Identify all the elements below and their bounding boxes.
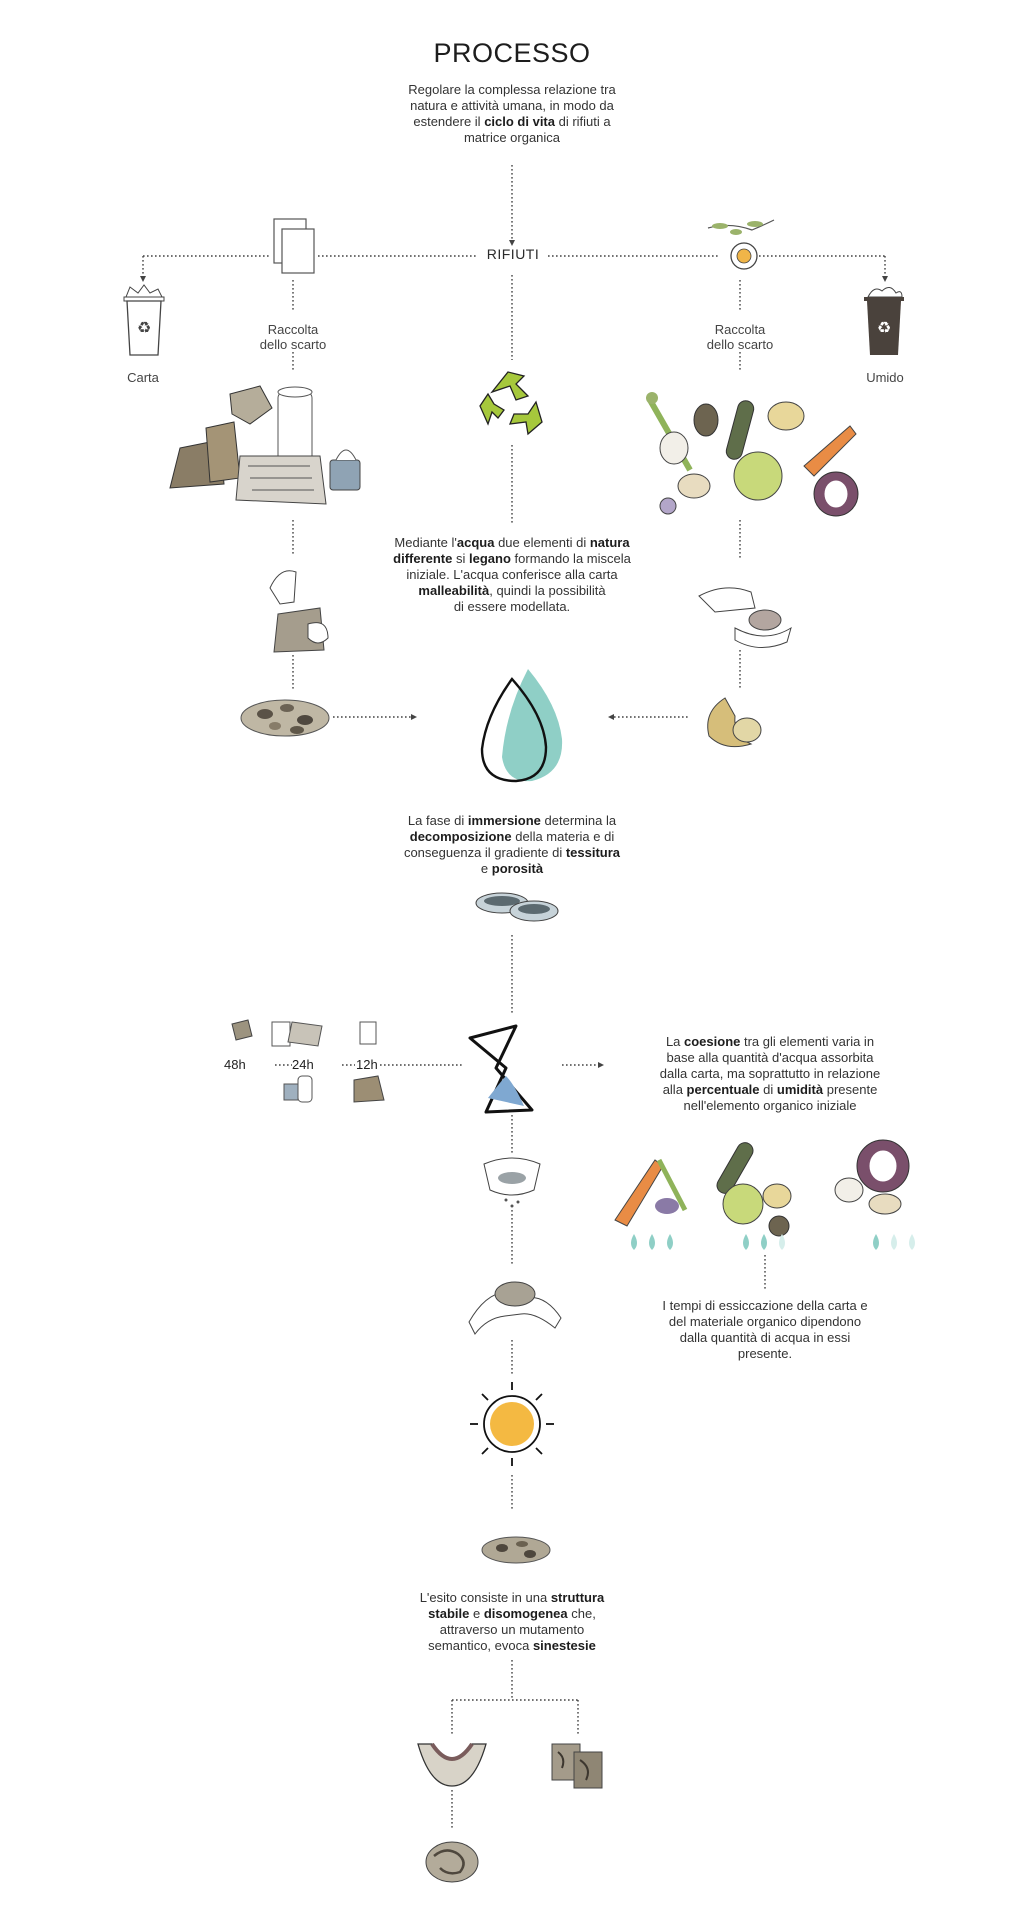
hourglass-icon [462, 1020, 562, 1116]
dried-material-illustration [478, 1532, 554, 1568]
page-title: PROCESSO [433, 38, 591, 68]
peel-illustration [695, 692, 767, 754]
immersion-bowls-illustration [472, 885, 562, 929]
round-textured-object [420, 1832, 484, 1888]
shaping-hands-illustration [465, 1268, 565, 1340]
result-description-text: L'esito consiste in una struttura stabile e disomogenea che, attraverso un mutamento semantico, evoca sinestesie [419, 1590, 605, 1653]
sun-icon [470, 1378, 554, 1474]
paper-document-icon [272, 217, 318, 277]
curved-tile-object [414, 1738, 490, 1790]
left-collection-label: Raccolta dello scarto [243, 322, 343, 352]
kneading-hands-illustration [478, 1150, 546, 1212]
water-description-text: Mediante l'acqua due elementi di natura differente si legano formando la miscela iniziale. L'acqua conferisce alla carta malleabilità, quindi la possibilità di essere modellata. [393, 535, 631, 614]
hands-tearing-paper-illustration [258, 558, 338, 654]
hours-48: 48h [224, 1057, 246, 1072]
intro-text: Regolare la complessa relazione tra natura e attività umana, in modo da estendere il ciclo di vita di rifiuti a matrice organica [408, 82, 616, 145]
hours-24: 24h [292, 1057, 314, 1072]
water-drop-icon [462, 665, 570, 789]
organic-waste-illustration [640, 390, 890, 530]
immersion-description-text: La fase di immersione determina la decomposizione della materia e di conseguenza il gradiente di tessitura e porosità [403, 813, 621, 876]
hands-peeling-illustration [695, 572, 795, 652]
cohesion-description-text: La coesione tra gli elementi varia in base alla quantità d'acqua assorbita dalla carta, ma soprattutto in relazione alla percentuale di umidità presente nell'elemento organico iniziale [659, 1034, 881, 1113]
fruit-branch-icon [700, 218, 780, 278]
paper-pieces-illustration [235, 690, 335, 744]
organic-bin-icon [860, 283, 908, 363]
paper-bin-icon [120, 283, 168, 363]
drying-paper-samples [228, 1018, 398, 1118]
hours-12: 12h [356, 1057, 378, 1072]
textured-tiles-object [548, 1738, 608, 1792]
recycle-icon [470, 362, 554, 442]
paper-waste-illustration [160, 378, 430, 528]
right-collection-label: Raccolta dello scarto [690, 322, 790, 352]
humidity-drops [628, 1232, 928, 1254]
rifiuti-label: RIFIUTI [478, 246, 548, 262]
svg-text:♻: ♻ [136, 318, 152, 337]
drying-description-text: I tempi di essiccazione della carta e del materiale organico dipendono dalla quantità di acqua in essi presente. [662, 1298, 868, 1361]
organic-bin-label: Umido [866, 370, 904, 385]
svg-text:♻: ♻ [876, 318, 892, 337]
paper-bin-label: Carta [127, 370, 159, 385]
